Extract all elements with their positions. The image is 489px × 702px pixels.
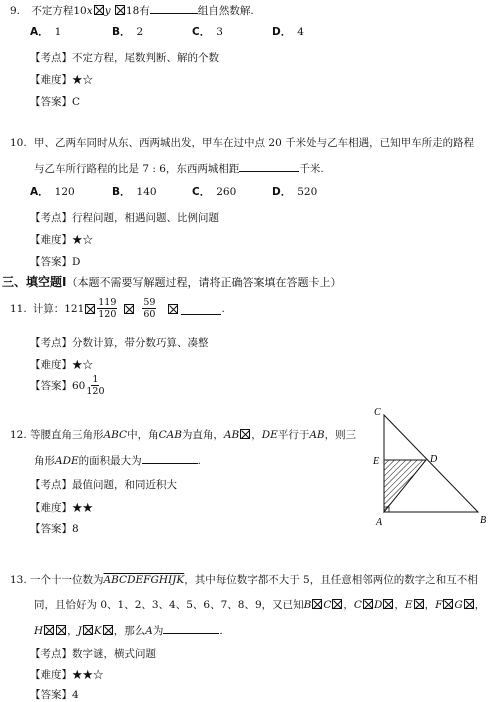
q11-answer: 【答案】 60 $\frac{1}{120}$ <box>30 374 105 397</box>
q9-option-d: D． 4 <box>272 26 304 38</box>
garbled-symbol-icon <box>383 599 393 609</box>
garbled-symbol-icon <box>85 304 95 314</box>
garbled-symbol-icon <box>464 599 474 609</box>
q9-number: 9. <box>10 5 21 17</box>
garbled-symbol-icon <box>168 304 178 314</box>
q13-line3: H ，J K ，那么A为 . <box>34 622 223 638</box>
q9-kaodian: 【考点】不定方程，尾数判断、解的个数 <box>30 52 219 64</box>
fraction: $\frac{1}{120}$ <box>86 374 105 397</box>
q10-line2: 与乙车所行路程的比是 7 : 6，东西两城相距 千米. <box>34 160 324 176</box>
label-c: C <box>374 407 381 418</box>
q12-kaodian: 【考点】最值问题，和同近积大 <box>30 479 177 491</box>
q9-option-b: B． 2 <box>112 26 144 38</box>
q9-answer: 【答案】C <box>30 96 81 108</box>
garbled-symbol-icon <box>332 599 342 609</box>
answer-blank <box>181 303 221 315</box>
garbled-symbol-icon <box>83 625 93 635</box>
q11-stem: 11. 计算： 121 $\frac{119}{120}$ $\frac{59}{60}$ . <box>10 297 225 320</box>
q13-line2: 同，且恰好为 0、1、2、3、4、5、6、7、8、9，又已知B C ，C D ，E ，F G ， <box>34 599 486 611</box>
q13-difficulty: 【难度】★★☆ <box>30 669 104 681</box>
q10-option-a: A． 120 <box>30 186 75 198</box>
q10-option-c: C． 260 <box>192 186 237 198</box>
fraction: $\frac{59}{60}$ <box>143 297 156 320</box>
q10-line1: 10. 甲、乙两车同时从东、西两城出发，甲车在过中点 20 千米处与乙车相遇，已知甲车所走的路程 <box>10 137 475 149</box>
q10-option-d: D． 520 <box>272 186 318 198</box>
q11-kaodian: 【考点】分数计算，带分数巧算、凑整 <box>30 337 209 349</box>
garbled-symbol-icon <box>414 599 424 609</box>
q12-line2: 角形ADE的面积最大为 . <box>34 452 201 468</box>
q9-stem: 9. 不定方程10x y 18有 组自然数解. <box>10 2 254 18</box>
q11-difficulty: 【难度】★☆ <box>30 359 93 371</box>
garbled-symbol-icon <box>443 599 453 609</box>
garbled-symbol-icon <box>363 599 373 609</box>
q9-option-c: C． 3 <box>192 26 223 38</box>
q10-difficulty: 【难度】★☆ <box>30 234 93 246</box>
triangle-ade <box>384 460 426 512</box>
garbled-symbol-icon <box>44 625 54 635</box>
label-d: D <box>430 454 438 465</box>
garbled-symbol-icon <box>94 5 104 15</box>
q12-number: 12. <box>10 429 27 441</box>
q11-number: 11. <box>10 302 27 315</box>
q13-answer: 【答案】4 <box>30 689 79 701</box>
q9-difficulty: 【难度】★☆ <box>30 74 93 86</box>
answer-blank <box>239 160 299 172</box>
label-b: B <box>480 515 487 526</box>
section-heading: 三、填空题Ⅰ（本题不需要写解题过程，请将正确答案填在答题卡上） <box>2 275 342 289</box>
garbled-symbol-icon <box>103 625 113 635</box>
q10-number: 10. <box>10 137 27 149</box>
fraction: $\frac{119}{120}$ <box>98 297 117 320</box>
q10-kaodian: 【考点】行程问题，相遇问题、比例问题 <box>30 212 219 224</box>
q12-line1: 12. 等腰直角三角形ABC中，角CAB为直角，AB ，DE平行于AB，则三 <box>10 429 357 441</box>
q13-kaodian: 【考点】数字谜，横式问题 <box>30 648 156 660</box>
q13-number: 13. <box>10 574 27 586</box>
garbled-symbol-icon <box>124 304 134 314</box>
triangle-figure <box>370 405 488 530</box>
garbled-symbol-icon <box>312 599 322 609</box>
garbled-symbol-icon <box>240 429 250 439</box>
q10-option-b: B． 140 <box>112 186 157 198</box>
garbled-symbol-icon <box>115 5 125 15</box>
q13-line1: 13. 一个十一位数为ABCDEFGHIJK，其中每位数字都不大于 5，且任意相邻两位的数字之和互不相 <box>10 574 478 586</box>
q9-option-a: A． 1 <box>30 26 62 38</box>
answer-blank <box>150 2 198 14</box>
q12-difficulty: 【难度】★★ <box>30 502 93 514</box>
label-a: A <box>376 517 383 528</box>
garbled-symbol-icon <box>56 625 66 635</box>
answer-blank <box>163 622 219 634</box>
q12-answer: 【答案】8 <box>30 523 79 535</box>
answer-blank <box>142 452 198 464</box>
q10-answer: 【答案】D <box>30 256 81 268</box>
label-e: E <box>373 456 380 467</box>
